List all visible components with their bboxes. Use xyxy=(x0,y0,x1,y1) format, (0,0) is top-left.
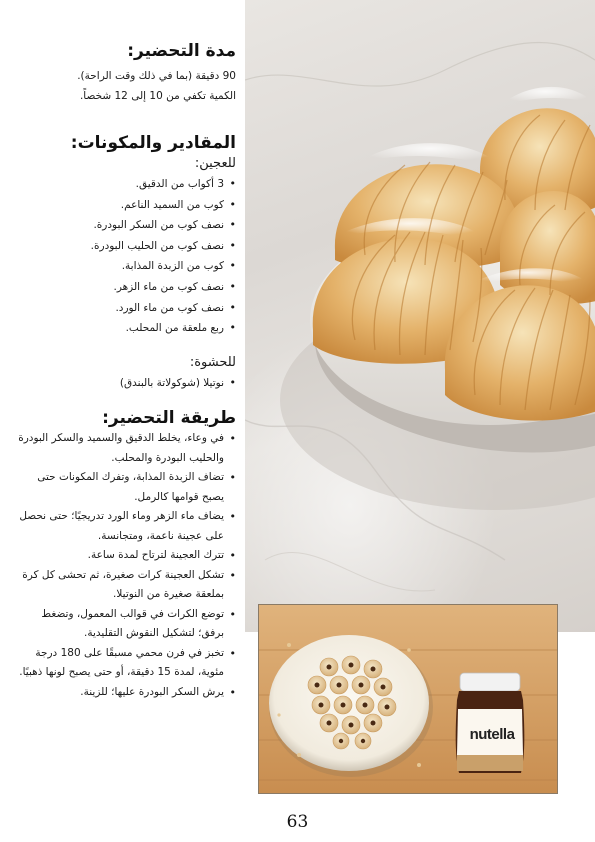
list-item: • نصف كوب من السكر البودرة. xyxy=(14,215,236,236)
list-item: • نصف كوب من ماء الورد. xyxy=(14,298,236,319)
dough-ingredients-list xyxy=(14,174,236,339)
list-item: • يضاف ماء الزهر وماء الورد تدريجيًا؛ حتى نحصل على عجينة ناعمة، ومتجانسة. xyxy=(14,507,236,546)
list-item: • توضع الكرات في قوالب المعمول، وتضغط برفق؛ لتشكيل النقوش التقليدية. xyxy=(14,605,236,644)
prep-time-heading: مدة التحضير: xyxy=(127,41,236,61)
list-item: • نصف كوب من ماء الزهر. xyxy=(14,277,236,298)
prep-time-line: 90 دقيقة (بما في ذلك وقت الراحة). xyxy=(77,70,236,82)
list-item: • كوب من الزبدة المذابة. xyxy=(14,256,236,277)
method-steps-list xyxy=(14,429,236,702)
maamoul-tray-photo xyxy=(258,604,558,794)
nutella-jar-label: nutella xyxy=(469,726,515,743)
list-item: • نصف كوب من الحليب البودرة. xyxy=(14,236,236,257)
filling-label: للحشوة: xyxy=(189,354,236,370)
filling-ingredients-list xyxy=(14,373,236,394)
list-item: • تضاف الزبدة المذابة، وتفرك المكونات حتى يصبح قوامها كالرمل. xyxy=(14,468,236,507)
list-item: • نوتيلا (شوكولاتة بالبندق) xyxy=(14,373,236,394)
list-item: • كوب من السميد الناعم. xyxy=(14,195,236,216)
maamoul-hero-photo xyxy=(245,0,595,632)
list-item: • ربع ملعقة من المحلب. xyxy=(14,318,236,339)
list-item: • تخبز في فرن محمي مسبقًا على 180 درجة مئوية، لمدة 15 دقيقة، أو حتى يصبح لونها ذهبيًا. xyxy=(14,644,236,683)
method-heading: طريقة التحضير: xyxy=(102,408,236,429)
page-number: 63 xyxy=(286,812,309,832)
servings-line: الكمية تكفي من 10 إلى 12 شخصاً. xyxy=(79,90,236,102)
list-item: • 3 أكواب من الدقيق. xyxy=(14,174,236,195)
list-item: • تترك العجينة لترتاح لمدة ساعة. xyxy=(14,546,236,566)
nutella-jar xyxy=(456,673,525,773)
recipe-text-column xyxy=(14,40,236,702)
list-item: • يرش السكر البودرة عليها؛ للزينة. xyxy=(14,683,236,703)
ingredients-heading: المقادير والمكونات: xyxy=(70,133,236,153)
list-item: • في وعاء، يخلط الدقيق والسميد والسكر البودرة والحليب البودرة والمحلب. xyxy=(14,429,236,468)
dough-label: للعجين: xyxy=(194,156,236,171)
list-item: • تشكل العجينة كرات صغيرة، ثم تحشى كل كرة بملعقة صغيرة من النوتيلا. xyxy=(14,566,236,605)
